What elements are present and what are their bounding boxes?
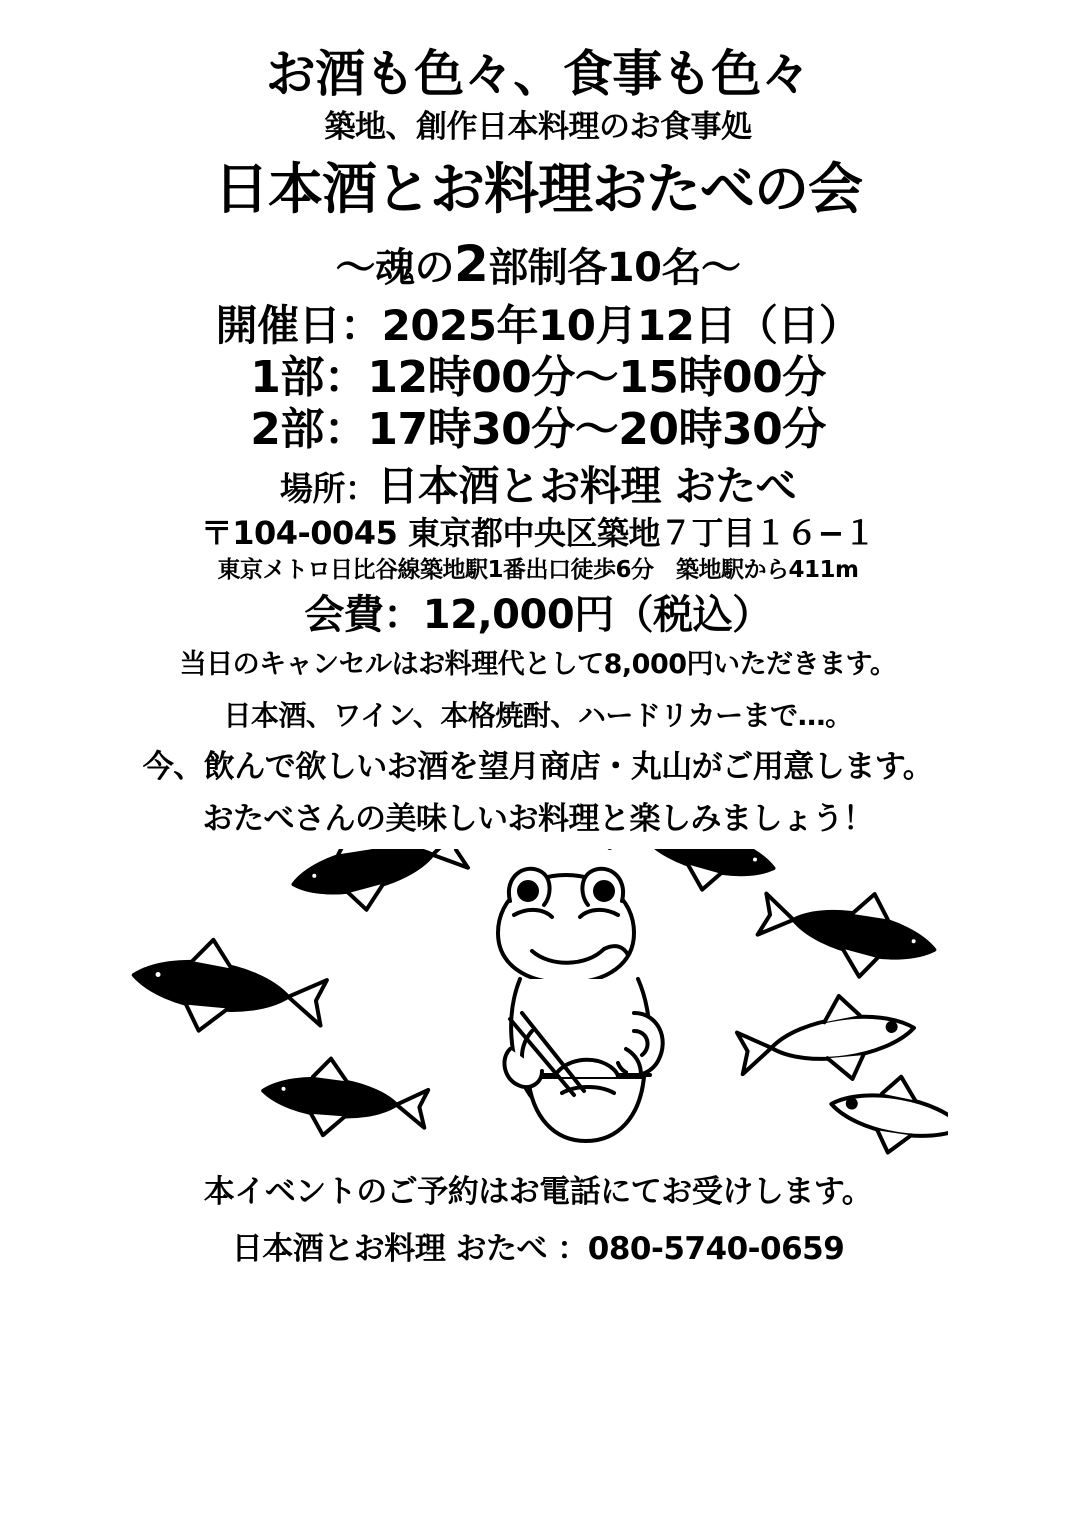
drinks-description: 日本酒、ワイン、本格焼酎、ハードリカーまで…。 [223, 699, 853, 733]
part-one-time: 1部：12時00分〜15時00分 [250, 352, 826, 404]
contact-info: 日本酒とお料理 おたべ ：080-5740-0659 [231, 1230, 845, 1267]
subheadline: 築地、創作日本料理のお食事処 [324, 109, 752, 145]
frog-icon [498, 869, 663, 1141]
venue-access: 東京メトロ日比谷線築地駅1番出口徒歩6分 築地駅から411m [217, 556, 859, 583]
illustration [30, 849, 1046, 1169]
invitation-note: おたべさんの美味しいお料理と楽しみましょう！ [202, 801, 874, 838]
fish-icon [259, 1052, 430, 1146]
reservation-note: 本イベントのご予約はお電話にてお受けします。 [203, 1174, 873, 1211]
fish-icon [605, 849, 783, 905]
fish-icon [734, 986, 920, 1094]
event-date: 開催日：2025年10月12日（日） [215, 301, 861, 351]
event-title: 日本酒とお料理おたべの会 [213, 156, 862, 221]
headline: お酒も色々、食事も色々 [265, 45, 811, 103]
tagline [30, 236, 1046, 292]
fish-icon [128, 930, 330, 1048]
venue-address: 〒104-0045 東京都中央区築地７丁目１６−１ [200, 513, 876, 552]
part-two-time: 2部：17時30分〜20時30分 [250, 403, 826, 455]
fish-icon [825, 1066, 948, 1169]
fish-icon [753, 872, 943, 991]
tagline-prefix: 〜魂の [335, 245, 455, 292]
venue-name: 日本酒とお料理 おたべ [377, 461, 797, 510]
tagline-suffix: 部制各10名〜 [488, 245, 741, 292]
supplier-note: 今、飲んで欲しいお酒を望月商店・丸山がご用意します。 [142, 748, 934, 785]
venue [30, 461, 1046, 510]
fish-icon [285, 849, 472, 923]
cancellation-policy: 当日のキャンセルはお料理代として8,000円いただきます。 [179, 649, 897, 681]
venue-label: 場所： [279, 468, 378, 508]
tagline-number: 2 [454, 235, 489, 294]
event-fee: 会費：12,000円（税込） [304, 592, 772, 639]
frog-and-fish-illustration [128, 849, 948, 1169]
